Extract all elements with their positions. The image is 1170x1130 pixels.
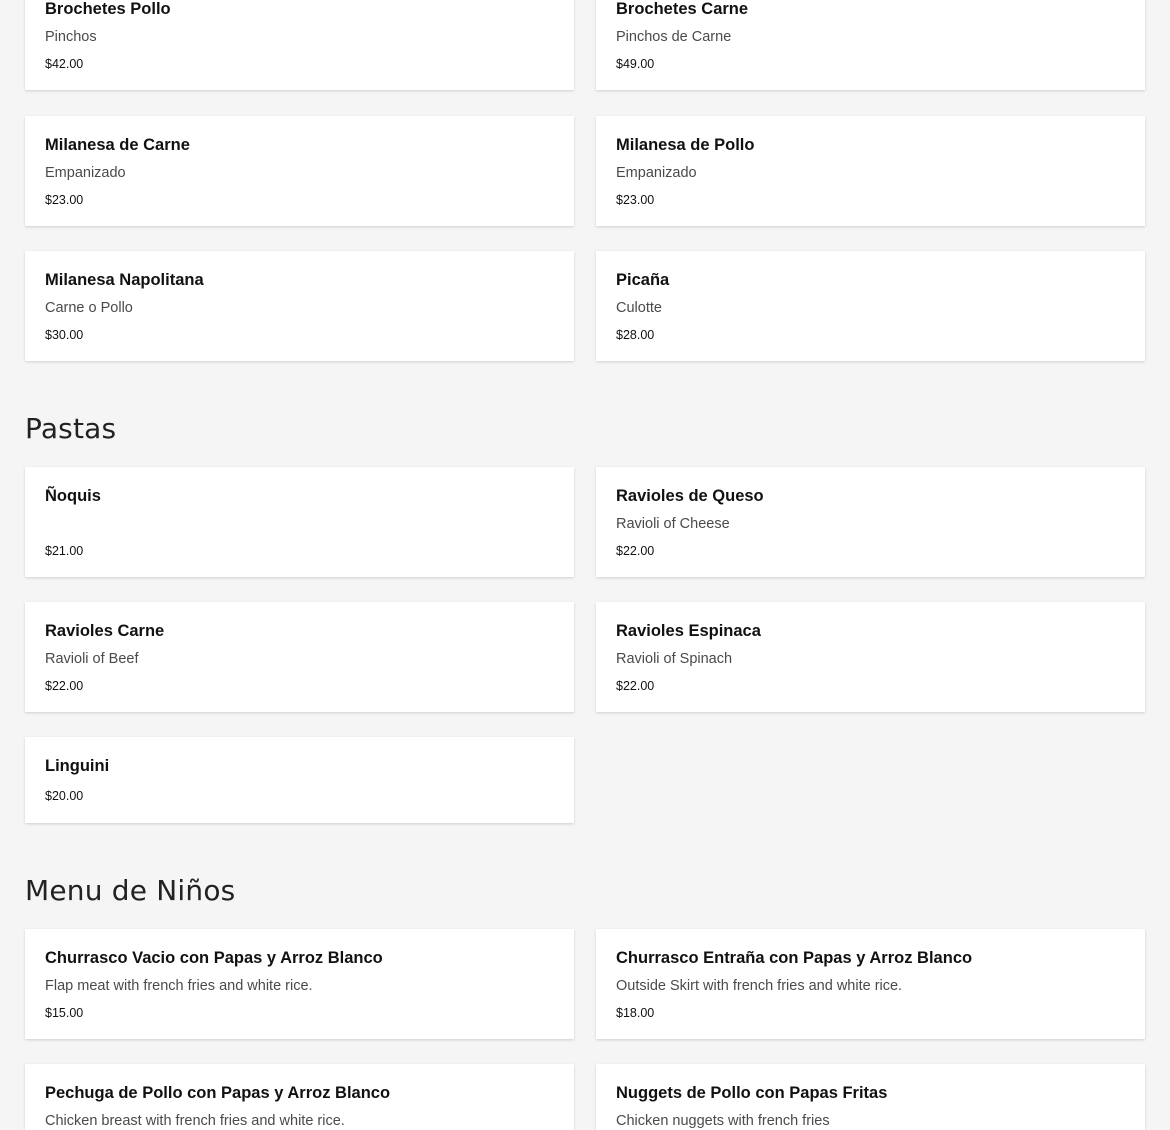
item-price: $15.00 (45, 1006, 84, 1020)
item-description: Ravioli of Beef (45, 651, 139, 667)
menu-item-card[interactable] (596, 929, 1145, 1039)
item-description: Chicken nuggets with french fries (616, 1113, 830, 1129)
item-name: Brochetes Pollo (45, 0, 171, 18)
item-price: $22.00 (45, 679, 84, 693)
item-name: Milanesa Napolitana (45, 271, 204, 289)
item-name: Ñoquis (45, 487, 101, 505)
menu-item-card[interactable] (25, 929, 574, 1039)
item-name: Milanesa de Pollo (616, 136, 755, 154)
item-description: Chicken breast with french fries and white rice. (45, 1113, 345, 1129)
item-price: $28.00 (616, 328, 655, 342)
item-description: Carne o Pollo (45, 300, 133, 316)
item-description: Outside Skirt with french fries and white rice. (616, 978, 903, 994)
menu-item-card[interactable] (25, 737, 574, 823)
item-price: $22.00 (616, 544, 655, 558)
item-name: Ravioles Carne (45, 622, 165, 640)
menu-item-card[interactable] (25, 467, 574, 577)
menu-item-card[interactable] (596, 251, 1145, 361)
item-name: Ravioles Espinaca (616, 622, 761, 640)
menu-item-card[interactable] (596, 1064, 1145, 1130)
item-price: $23.00 (616, 193, 655, 207)
item-name: Churrasco Vacio con Papas y Arroz Blanco (45, 949, 383, 967)
item-description: Pinchos (45, 29, 97, 45)
menu-item-card[interactable] (25, 251, 574, 361)
menu-item-card[interactable] (25, 116, 574, 226)
item-name: Brochetes Carne (616, 0, 749, 18)
item-name: Ravioles de Queso (616, 487, 764, 505)
item-description: Pinchos de Carne (616, 29, 732, 45)
section-title-pastas: Pastas (25, 412, 117, 445)
menu-item-card[interactable] (596, 602, 1145, 712)
item-description: Flap meat with french fries and white rice. (45, 978, 313, 994)
menu-item-card[interactable] (25, 602, 574, 712)
item-name: Pechuga de Pollo con Papas y Arroz Blanco (45, 1084, 391, 1102)
item-price: $42.00 (45, 57, 84, 71)
item-price: $22.00 (616, 679, 655, 693)
item-description: Ravioli of Cheese (616, 516, 730, 532)
item-name: Nuggets de Pollo con Papas Fritas (616, 1084, 888, 1102)
item-description: Empanizado (45, 165, 126, 181)
menu-item-card[interactable] (25, 0, 574, 90)
section-title-ninos: Menu de Niños (25, 874, 236, 907)
item-price: $21.00 (45, 544, 84, 558)
item-name: Milanesa de Carne (45, 136, 190, 154)
item-name: Churrasco Entraña con Papas y Arroz Blanco (616, 949, 973, 967)
item-price: $20.00 (45, 789, 84, 803)
menu-item-card[interactable] (596, 0, 1145, 90)
menu-item-card[interactable] (596, 467, 1145, 577)
item-description: Empanizado (616, 165, 697, 181)
item-name: Linguini (45, 757, 110, 775)
menu-item-card[interactable] (596, 116, 1145, 226)
item-price: $30.00 (45, 328, 84, 342)
item-price: $49.00 (616, 57, 655, 71)
item-name: Picaña (616, 271, 670, 289)
menu-item-card[interactable] (25, 1064, 574, 1130)
item-price: $23.00 (45, 193, 84, 207)
item-description: Culotte (616, 300, 662, 316)
item-description: Ravioli of Spinach (616, 651, 733, 667)
item-price: $18.00 (616, 1006, 655, 1020)
